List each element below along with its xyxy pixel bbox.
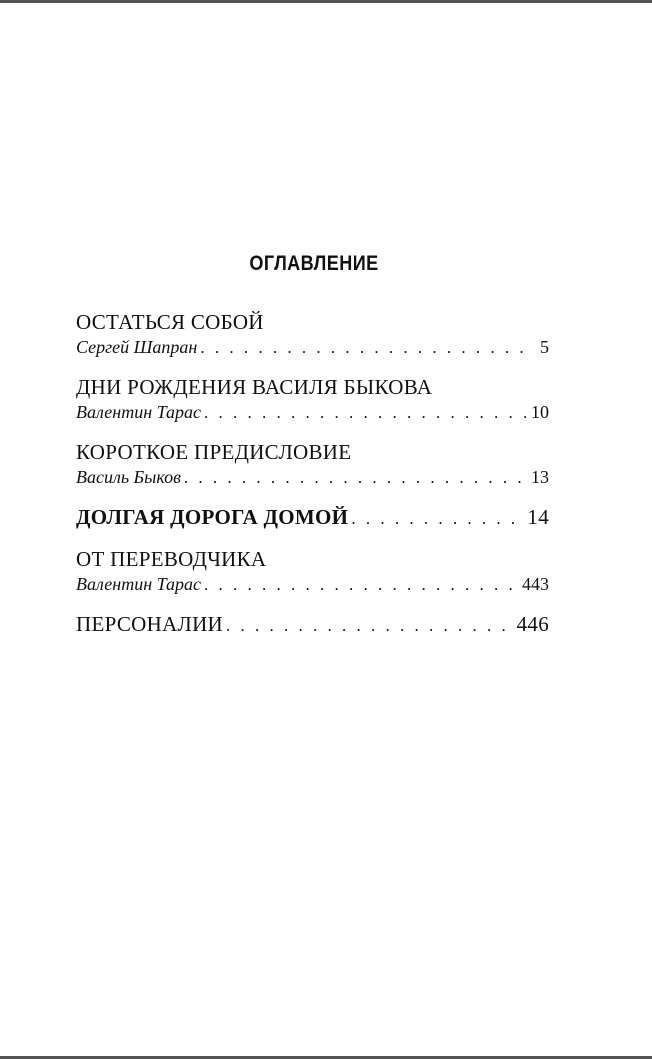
- toc-entry[interactable]: [76, 504, 549, 532]
- leader-dots: [200, 336, 535, 360]
- entry-author: Валентин Тарас: [76, 574, 201, 594]
- toc-entry[interactable]: [76, 611, 549, 639]
- entry-page-number: 13: [531, 467, 549, 487]
- entry-line: [76, 572, 549, 597]
- entry-author: Валентин Тарас: [76, 402, 201, 422]
- leader-dots: [204, 401, 526, 425]
- entry-page-number: 443: [522, 574, 549, 594]
- entry-title: ПЕРСОНАЛИИ: [76, 612, 224, 636]
- entry-title: КОРОТКОЕ ПРЕДИСЛОВИЕ: [76, 440, 352, 464]
- toc-heading: ОГЛАВЛЕНИЕ: [249, 252, 379, 275]
- entry-page-number: 14: [527, 505, 549, 529]
- entry-line: [76, 400, 549, 425]
- entry-page-number: 446: [516, 612, 549, 636]
- leader-dots: [204, 573, 517, 597]
- entry-page-number: 5: [540, 337, 549, 357]
- entry-author: Василь Быков: [76, 467, 181, 487]
- top-border: [0, 0, 652, 3]
- leader-dots: [351, 506, 522, 532]
- leader-dots: [184, 466, 526, 490]
- toc-entry[interactable]: [76, 374, 549, 425]
- table-of-contents: [76, 309, 549, 653]
- toc-entry[interactable]: [76, 546, 549, 597]
- leader-dots: [226, 613, 512, 639]
- entry-author: Сергей Шапран: [76, 337, 198, 357]
- entry-title: ДНИ РОЖДЕНИЯ ВАСИЛЯ БЫКОВА: [76, 375, 433, 399]
- entry-line: [76, 611, 549, 639]
- entry-page-number: 10: [531, 402, 549, 422]
- entry-title: ДОЛГАЯ ДОРОГА ДОМОЙ: [76, 505, 349, 529]
- entry-title: ОТ ПЕРЕВОДЧИКА: [76, 547, 267, 571]
- entry-title: ОСТАТЬСЯ СОБОЙ: [76, 310, 264, 334]
- toc-entry[interactable]: [76, 309, 549, 360]
- entry-line: [76, 335, 549, 360]
- toc-entry[interactable]: [76, 439, 549, 490]
- entry-line: [76, 504, 549, 532]
- entry-line: [76, 465, 549, 490]
